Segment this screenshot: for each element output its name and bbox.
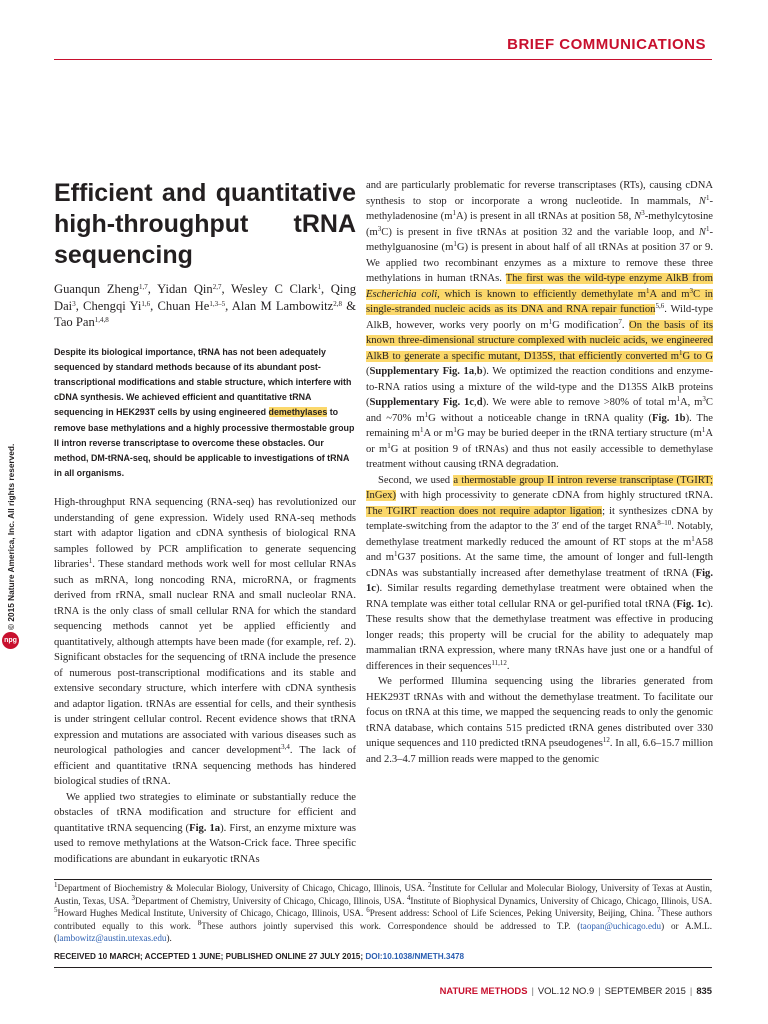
- journal-date: SEPTEMBER 2015: [604, 985, 686, 996]
- npg-logo-icon: npg: [2, 632, 19, 649]
- section-label: BRIEF COMMUNICATIONS: [507, 36, 706, 53]
- received-dates: RECEIVED 10 MARCH; ACCEPTED 1 JUNE; PUBLISHED ONLINE 27 JULY 2015;: [54, 952, 364, 961]
- affiliation-footnotes: $^1$Department of Biochemistry & Molecular Biology, University of Chicago, Chicago, Illinois, USA. $^2$Institute for Cellular and Molecular Biology, University of Texas at Austin, Austin, Texas, USA. $^3$Department of Chemistry, University of Chicago, Chicago, Illinois, USA. $^4$Institute of Biophysical Dynamics, University of Chicago, Chicago, Illinois, USA. $^5$Howard Hughes Medical Institute, University of Chicago, Chicago, Illinois, USA. $^6$Present address: School of Life Sciences, Peking University, Beijing, China. $^7$These authors contributed equally to this work. $^8$These authors jointly supervised this work. Correspondence should be addressed to T.P. (taopan@uchicago.edu) or A.M.L. (lambowitz@austin.utexas.edu).: [54, 881, 713, 944]
- received-line: [54, 952, 464, 961]
- footer-separator: |: [598, 985, 601, 996]
- author-list: Guanqun Zheng$^{1,7}$, Yidan Qin$^{2,7}$, Wesley C Clark$^1$, Qing Dai$^3$, Chengqi Yi$^{1,6}$, Chuan He$^{1,3-5}$, Alan M Lambowitz$^{2,8}$ & Tao Pan$^{1,4,8}$: [54, 282, 356, 329]
- left-body: [54, 495, 356, 867]
- journal-name: NATURE METHODS: [439, 985, 528, 996]
- doi-link[interactable]: DOI:10.1038/NMETH.3478: [365, 952, 465, 961]
- footer-separator: |: [531, 985, 534, 996]
- body-paragraph: We applied two strategies to eliminate or substantially reduce the obstacles of tRNA modification and structure for efficient and quantitative tRNA sequencing (Fig. 1a). First, an enzyme mixture was used to remove methylations at the Watson-Crick face. Three specific modifications are abundant in eukaryotic tRNAs: [54, 791, 356, 865]
- body-paragraph: We performed Illumina sequencing using the libraries generated from HEK293T tRNAs with and without the demethylase treatment. To facilitate our focus on tRNA at this time, we mapped the sequencing reads to only the genomic tRNA database, which contains 515 predicted tRNA genes distributed over 330 unique sequences and 110 predicted tRNA pseudogenes$^{12}$. In all, 6.6–15.7 million and 2.3–4.7 million reads were mapped to the genomic: [366, 676, 713, 765]
- body-paragraph: and are particularly problematic for reverse transcriptases (RTs), causing cDNA synthesis to stop or incorporate a wrong nucleotide. In mammals, $N^1$-methyladenosine $(m^1A)$ is present in all tRNAs at position 58, $N^3$-methylcytosine $(m^3C)$ is present in five tRNAs at position 32 and the variable loop, and $N^1$-methylguanosine $(m^1G)$ is present in about half of all tRNAs at position 37 or 9. We applied two recombinant enzymes as a mixture to remove these three methylations in human tRNAs. The first was the wild-type enzyme AlkB from Escherichia coli, which is known to efficiently demethylate $m^1A$ and $m^3C$ in single-stranded nucleic acids as its DNA and RNA repair function$^{5,6}$. Wild-type AlkB, however, works very poorly on $m^1G$ modification$^7$. On the basis of its known three-dimensional structure complexed with nucleic acids, we engineered AlkB to generate a specific mutant, D135S, that efficiently converted $m^1G$ to G (Supplementary Fig. 1a,b). We optimized the reaction conditions and enzyme-to-RNA ratios using a mixture of the wild-type and the D135S AlkB proteins (Supplementary Fig. 1c,d). We were able to remove >80% of total $m^1A$, $m^3C$ and ~70% $m^1G$ without a noticeable change in tRNA quality (Fig. 1b). The remaining $m^1A$ or $m^1G$ may be buried deeper in the tRNA tertiary structure ($m^1A$ or $m^1G$ at position 9 of tRNAs) and thus not easily accessible to demethylase treatment without causing tRNA degradation.: [366, 180, 714, 470]
- copyright-text: © 2015 Nature America, Inc. All rights reserved.: [6, 443, 16, 630]
- body-paragraph: High-throughput RNA sequencing (RNA-seq) has revolutionized our understanding of gene expression. Widely used RNA-seq methods start with adaptor ligation and cDNA synthesis of biological RNA samples followed by PCR amplification to generate sequencing libraries$^1$. These standard methods work well for most cellular RNAs such as mRNA, long noncoding RNA, microRNA, or fragments derived from rRNA, small nuclear RNA and small nucleolar RNA. tRNA is the only class of small cellular RNA for which the standard sequencing methods cannot yet be applied efficiently and quantitatively, although attempts have been made (for example, ref. 2). Significant obstacles for the sequencing of tRNA include the presence of numerous post-transcriptional modifications and its stable and extensive secondary structure, which interfere with cDNA synthesis and adaptor ligation. tRNAs are essential for cells, and their synthesis is under stringent cellular control. Recent evidence shows that tRNA expression and mutations are associated with various diseases such as neurological pathologies and cancer development$^{3,4}$. The lack of efficient and quantitative tRNA sequencing methods has hindered biological studies of tRNA.: [54, 497, 357, 788]
- right-column: [366, 178, 713, 767]
- footnote-rule: [54, 879, 712, 880]
- journal-volume: VOL.12 NO.9: [537, 985, 595, 996]
- email-link[interactable]: lambowitz@austin.utexas.edu: [57, 933, 167, 944]
- journal-footer: [440, 985, 712, 996]
- article-title: Efficient and quantitative high-throughput tRNA sequencing: [54, 179, 356, 269]
- abstract: Despite its biological importance, tRNA has not been adequately sequenced by standard methods because of its abundant post-transcriptional modifications and stable structure, which interfere with cDNA synthesis. We achieved efficient and quantitative tRNA sequencing in HEK293T cells by using engineered demethylases to remove base methylations and a highly processive thermostable group II intron reverse transcriptase to overcome these obstacles. Our method, DM-tRNA-seq, should be applicable to investigations of tRNA in all organisms.: [54, 346, 355, 479]
- footer-separator: |: [689, 985, 693, 996]
- copyright-notice: [4, 372, 18, 632]
- bottom-rule: [54, 967, 712, 968]
- body-paragraph: Second, we used a thermostable group II intron reverse transcriptase (TGIRT; InGex) with high processivity to generate cDNA from highly structured tRNA. The TGIRT reaction does not require adaptor ligation; it synthesizes cDNA by template-switching from the adaptor to the 3′ end of the target RNA$^{8-10}$. Notably, demethylase treatment markedly reduced the amount of RT stops at the $m^1A58$ and $m^1G37$ positions. At the same time, the amount of longer and full-length cDNAs was substantially increased after demethylase treatment of tRNA (Fig. 1c). Similar results regarding demethylase treatment were obtained when the RNA template was either total cellular RNA or gel-purified total tRNA (Fig. 1c). These results show that the demethylase treatment was effective in producing longer reads; this property will be crucial for the ability to adequately map mammalian tRNA expression, where many tRNAs have just one or a handful of differences in their sequences$^{11,12}$.: [366, 474, 714, 672]
- top-rule: [54, 59, 712, 60]
- email-link[interactable]: taopan@uchicago.edu: [580, 920, 662, 931]
- left-column: [54, 178, 356, 867]
- page-number: 835: [696, 985, 712, 996]
- right-body: [366, 178, 713, 767]
